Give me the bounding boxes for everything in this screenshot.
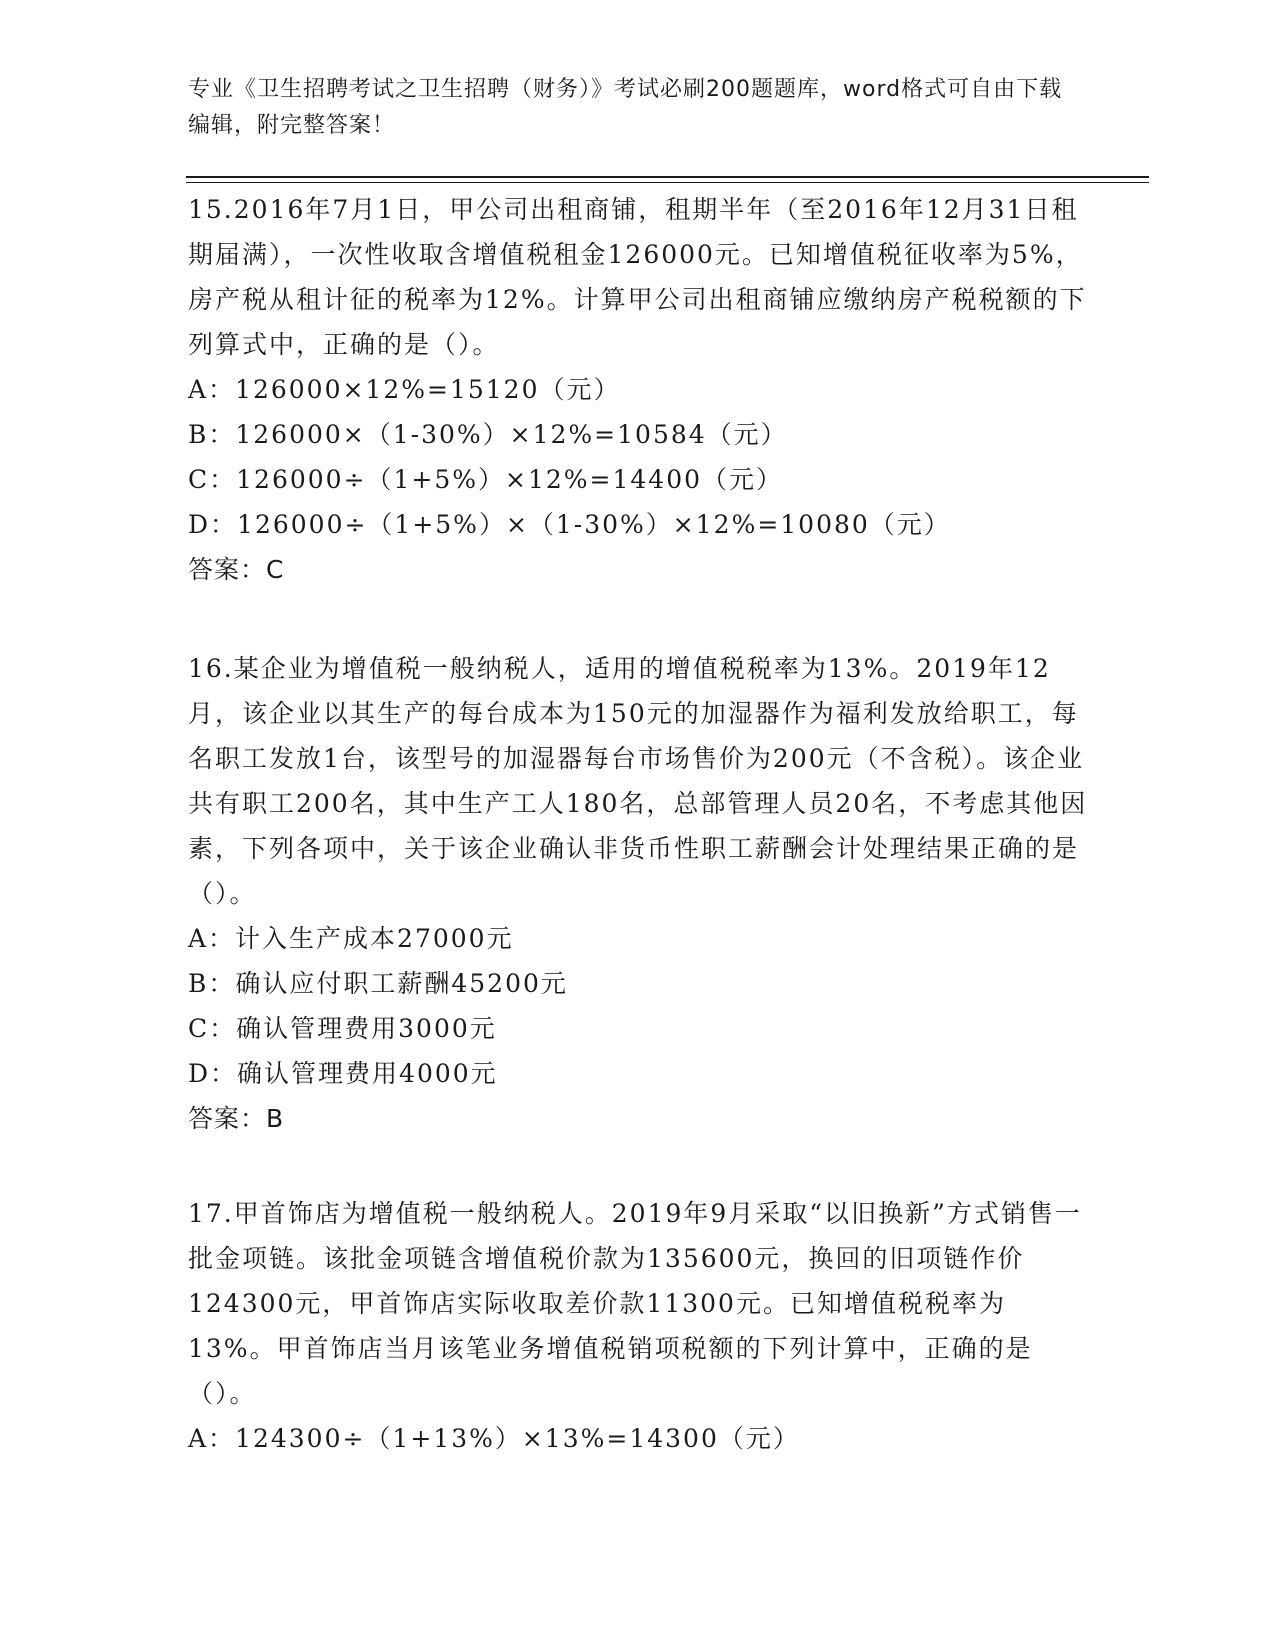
header-divider-thin bbox=[186, 182, 1149, 183]
option-c: C：确认管理费用3000元 bbox=[188, 1014, 497, 1043]
option-b: B：126000×（1-30%）×12%=10584（元） bbox=[188, 420, 788, 449]
option-a: A：计入生产成本27000元 bbox=[188, 924, 514, 953]
question-16 bbox=[188, 646, 1088, 1141]
option-c: C：126000÷（1+5%）×12%=14400（元） bbox=[188, 465, 784, 494]
option-d: D：确认管理费用4000元 bbox=[188, 1059, 498, 1088]
header-divider bbox=[186, 176, 1149, 178]
question-15 bbox=[188, 187, 1088, 592]
question-stem: 16.某企业为增值税一般纳税人，适用的增值税税率为13%。2019年12月，该企业以其生产的每台成本为150元的加湿器作为福利发放给职工，每名职工发放1台，该型号的加湿器每台市场售价为200元（不含税）。该企业共有职工200名，其中生产工人180名，总部管理人员20名，不考虑其他因素，下列各项中，关于该企业确认非货币性职工薪酬会计处理结果正确的是（）。 bbox=[188, 654, 1088, 908]
answer-line: 答案：C bbox=[188, 555, 285, 584]
option-a: A：124300÷（1+13%）×13%=14300（元） bbox=[188, 1424, 800, 1453]
answer-line: 答案：B bbox=[188, 1104, 285, 1133]
option-a: A：126000×12%=15120（元） bbox=[188, 375, 621, 404]
option-b: B：确认应付职工薪酬45200元 bbox=[188, 969, 568, 998]
question-17 bbox=[188, 1191, 1088, 1461]
question-stem: 17.甲首饰店为增值税一般纳税人。2019年9月采取“以旧换新”方式销售一批金项链。该批金项链含增值税价款为135600元，换回的旧项链作价124300元，甲首饰店实际收取差价款11300元。已知增值税税率为13%。甲首饰店当月该笔业务增值税销项税额的下列计算中，正确的是（）。 bbox=[188, 1199, 1082, 1408]
question-stem: 15.2016年7月1日，甲公司出租商铺，租期半年（至2016年12月31日租期届满），一次性收取含增值税租金126000元。已知增值税征收率为5%，房产税从租计征的税率为12%。计算甲公司出租商铺应缴纳房产税税额的下列算式中，正确的是（）。 bbox=[188, 195, 1087, 359]
option-d: D：126000÷（1+5%）×（1-30%）×12%=10080（元） bbox=[188, 510, 951, 539]
document-header: 专业《卫生招聘考试之卫生招聘（财务）》考试必刷200题题库，word格式可自由下载编辑，附完整答案！ bbox=[188, 77, 1063, 138]
